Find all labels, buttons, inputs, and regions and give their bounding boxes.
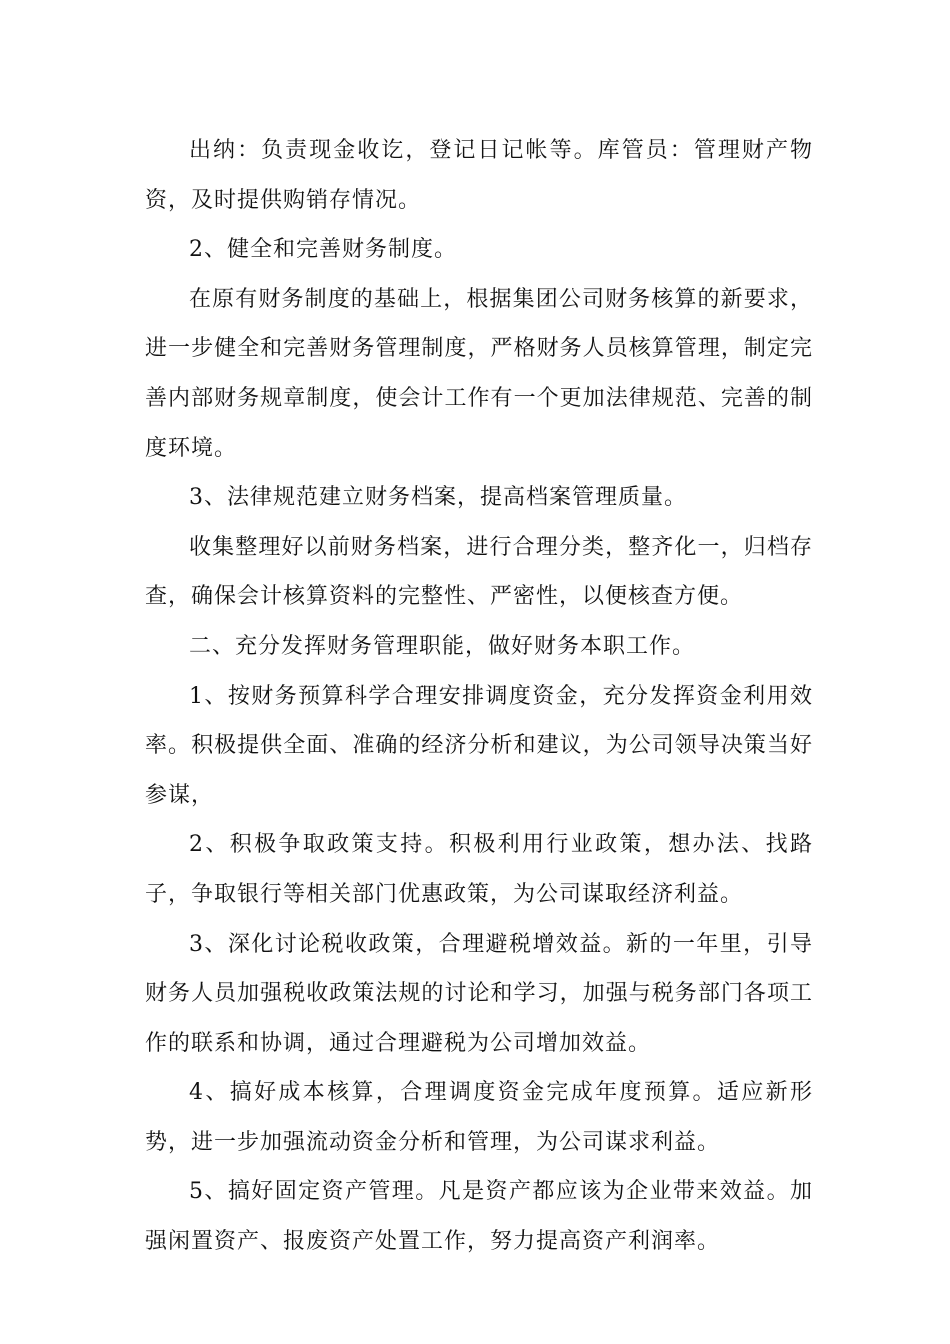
paragraph-heading-finance-system: 2、健全和完善财务制度。 — [189, 237, 457, 263]
paragraph-cost-accounting: 4、搞好成本核算，合理调度资金完成年度预算。适应新形势，进一步加强流动资金分析和管理，为公司谋求利益。 — [145, 1080, 813, 1155]
paragraph-finance-system-detail: 在原有财务制度的基础上，根据集团公司财务核算的新要求，进一步健全和完善财务管理制度，严格财务人员核算管理，制定完善内部财务规章制度，使会计工作有一个更加法律规范、完善的制度环境。 — [145, 286, 813, 461]
document-body — [145, 126, 813, 1267]
paragraph-section-two-heading: 二、充分发挥财务管理职能，做好财务本职工作。 — [189, 633, 696, 659]
paragraph-policy-support: 2、积极争取政策支持。积极利用行业政策，想办法、找路子，争取银行等相关部门优惠政策，为公司谋取经济利益。 — [145, 832, 813, 907]
paragraph-budget-funds: 1、按财务预算科学合理安排调度资金，充分发挥资金利用效率。积极提供全面、准确的经济分析和建议，为公司领导决策当好参谋， — [145, 683, 813, 808]
paragraph-tax-policy: 3、深化讨论税收政策，合理避税增效益。新的一年里，引导财务人员加强税收政策法规的讨论和学习，加强与税务部门各项工作的联系和协调，通过合理避税为公司增加效益。 — [145, 931, 813, 1056]
paragraph-heading-archives: 3、法律规范建立财务档案，提高档案管理质量。 — [189, 485, 687, 511]
paragraph-archives-detail: 收集整理好以前财务档案，进行合理分类，整齐化一，归档存查，确保会计核算资料的完整性、严密性，以便核查方便。 — [145, 534, 813, 610]
paragraph-fixed-assets: 5、搞好固定资产管理。凡是资产都应该为企业带来效益。加强闲置资产、报废资产处置工作，努力提高资产利润率。 — [145, 1179, 813, 1255]
paragraph-cashier-roles: 出纳：负责现金收讫，登记日记帐等。库管员：管理财产物资，及时提供购销存情况。 — [145, 138, 813, 213]
